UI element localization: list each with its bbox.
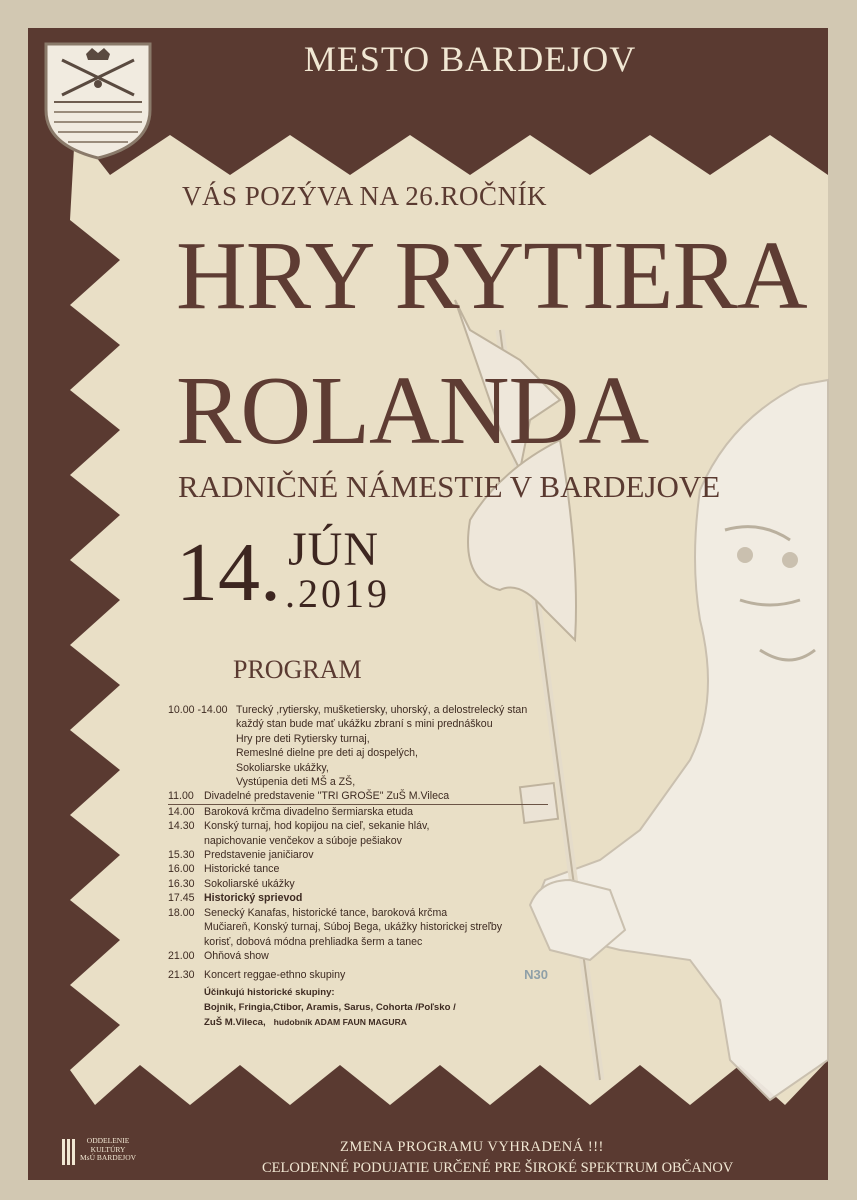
schedule-time: 14.30: [168, 820, 195, 833]
schedule-description: Sokoliarské ukážky: [204, 877, 295, 890]
schedule-description: Hry pre deti Rytiersky turnaj,: [236, 732, 370, 745]
schedule-description: Sokoliarske ukážky,: [236, 761, 329, 774]
schedule-time: 16.00: [168, 863, 195, 876]
schedule-time: [168, 761, 236, 775]
schedule-row: [168, 949, 548, 963]
schedule-time: 17.45: [168, 892, 195, 905]
schedule-row: [168, 732, 548, 746]
schedule-row: [168, 805, 548, 819]
schedule-description: Baroková krčma divadelno šermiarska etuda: [204, 805, 414, 818]
schedule-time: 11.00: [168, 790, 194, 803]
schedule-description: Historické tance: [204, 863, 280, 876]
schedule-row: [168, 834, 548, 848]
footer-tagline: CELODENNÉ PODUJATIE URČENÉ PRE ŠIROKÉ SPEKTRUM OBČANOV: [262, 1160, 734, 1176]
event-year: .2019: [285, 571, 390, 616]
dept-line2: KULTÚRY: [90, 1144, 126, 1154]
schedule-time: 15.30: [168, 849, 195, 862]
schedule-description: Konský turnaj, hod kopijou na cieľ, sekanie hláv,: [204, 820, 430, 833]
schedule-row: [168, 703, 548, 717]
schedule-time: [168, 935, 204, 949]
bardejov-coat-of-arms-icon: [42, 40, 154, 160]
schedule-description: korisť, dobová módna prehliadka šerm a tanec: [204, 935, 423, 948]
invitation-line: VÁS POZÝVA NA 26.ROČNÍK: [182, 181, 548, 211]
schedule-row: [168, 906, 548, 920]
groups-heading: Účinkujú historické skupiny:: [204, 987, 335, 998]
schedule-time: [168, 732, 236, 746]
schedule-description: Historický sprievod: [204, 892, 303, 905]
schedule-description: Koncert reggae-ethno skupiny: [204, 969, 346, 982]
schedule-time: 16.30: [168, 877, 195, 890]
schedule-time: [168, 920, 204, 934]
culture-department-logo-icon: [62, 1139, 76, 1165]
schedule-row: [168, 891, 548, 905]
schedule-description: každý stan bude mať ukážku zbraní s mini prednáškou: [236, 718, 493, 731]
schedule-time: [168, 834, 204, 848]
schedule-time: [168, 775, 236, 789]
schedule-description: Ohňová show: [204, 949, 269, 962]
band-name: N30: [524, 967, 548, 983]
schedule-time: 10.00 -14.00: [168, 704, 228, 716]
schedule-row: [168, 848, 548, 862]
program-schedule: [168, 703, 548, 983]
schedule-description: Divadelné predstavenie "TRI GROŠE" ZuŠ M.Vileca: [204, 790, 450, 803]
schedule-row: [168, 862, 548, 876]
schedule-row: [168, 920, 548, 934]
schedule-time: 21.30: [168, 969, 195, 982]
schedule-time: 14.00: [168, 805, 195, 818]
dept-line3: MsÚ BARDEJOV: [80, 1153, 137, 1162]
schedule-row: [168, 717, 548, 731]
culture-department-label: [80, 1137, 136, 1163]
schedule-row: [168, 877, 548, 891]
event-title-line1: HRY RYTIERA: [176, 222, 807, 330]
dept-line1: ODDELENIE: [86, 1136, 130, 1145]
event-venue: RADNIČNÉ NÁMESTIE V BARDEJOVE: [178, 469, 721, 504]
groups-line2-school: ZuŠ M.Vileca,: [204, 1017, 266, 1028]
groups-line2-musician: hudobník ADAM FAUN MAGURA: [273, 1017, 408, 1027]
event-day: 14.: [176, 526, 281, 619]
schedule-row: [168, 968, 548, 982]
groups-line1: Bojnik, Fringia,Ctibor, Aramis, Sarus, Cohorta /Poľsko /: [204, 1002, 456, 1013]
schedule-description: Predstavenie janičiarov: [204, 849, 314, 862]
city-header: MESTO BARDEJOV: [303, 39, 637, 79]
schedule-description: Remeslné dielne pre deti aj dospelých,: [236, 747, 418, 760]
schedule-description: Vystúpenia deti MŠ a ZŠ,: [236, 776, 356, 789]
schedule-time: [168, 717, 236, 731]
schedule-time: [168, 746, 236, 760]
schedule-row: [168, 775, 548, 789]
schedule-row: [168, 761, 548, 775]
schedule-time: 21.00: [168, 949, 195, 962]
program-change-note: ZMENA PROGRAMU VYHRADENÁ !!!: [340, 1139, 604, 1155]
schedule-description: napichovanie venčekov a súboje pešiakov: [204, 834, 402, 847]
performing-groups: [204, 985, 456, 1030]
schedule-description: Senecký Kanafas, historické tance, baroková krčma: [204, 906, 448, 919]
schedule-row: [168, 789, 548, 804]
schedule-description: Mučiareň, Konský turnaj, Súboj Bega, ukážky historickej streľby: [204, 921, 503, 934]
schedule-row: [168, 935, 548, 949]
program-heading: PROGRAM: [233, 655, 362, 684]
event-title-line2: ROLANDA: [176, 357, 649, 465]
schedule-row: [168, 746, 548, 760]
event-month: JÚN: [288, 523, 380, 576]
schedule-description: Turecký ,rytiersky, mušketiersky, uhorský, a delostrelecký stan: [236, 704, 528, 716]
groups-line2: [204, 1015, 456, 1030]
schedule-row: [168, 819, 548, 833]
schedule-time: 18.00: [168, 906, 195, 919]
